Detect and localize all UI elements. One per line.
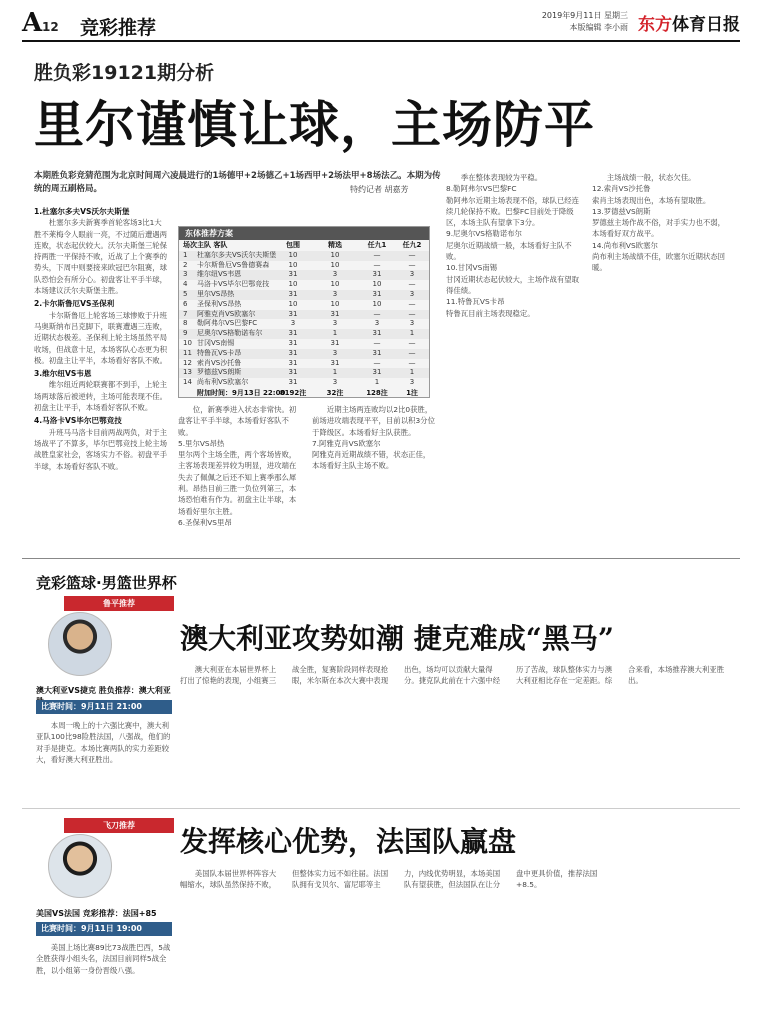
table-cell: 1注 bbox=[406, 388, 418, 397]
table-cell: — bbox=[373, 338, 381, 347]
table-cell: 索肖VS沙托鲁 bbox=[197, 358, 242, 367]
table-cell: 31 bbox=[330, 309, 340, 318]
table-body bbox=[179, 251, 429, 388]
table-row bbox=[179, 310, 429, 320]
table-cell: 任九1 bbox=[367, 241, 387, 249]
table-cell: 1 bbox=[332, 329, 338, 338]
page-letter: A bbox=[22, 8, 43, 38]
table-row bbox=[179, 290, 429, 300]
article2-badge: 鲁平推荐 bbox=[64, 596, 174, 611]
author-avatar bbox=[48, 612, 112, 676]
table-cell: 3 bbox=[409, 378, 415, 387]
issue-meta bbox=[542, 10, 628, 34]
table-cell: 3 bbox=[290, 319, 296, 328]
table-cell: 10 bbox=[288, 280, 298, 289]
article3-time: 比赛时间：9月11日 19:00 bbox=[36, 922, 172, 936]
table-cell: 11 bbox=[183, 348, 192, 357]
table-cell: 1 bbox=[183, 250, 188, 259]
table-cell: — bbox=[408, 309, 416, 318]
table-cell: 9 bbox=[183, 329, 188, 338]
article1-column-3 bbox=[178, 404, 302, 546]
article1-byline: 特约记者 胡嘉芳 bbox=[350, 185, 409, 194]
recommendation-table bbox=[178, 226, 430, 398]
table-cell bbox=[183, 389, 197, 399]
table-cell: 马洛卡VS毕尔巴鄂竞技 bbox=[197, 280, 270, 289]
table-cell: 10 bbox=[183, 338, 192, 347]
table-row bbox=[179, 359, 429, 369]
table-cell: 3 bbox=[332, 378, 338, 387]
article3-intro-column bbox=[36, 942, 172, 1016]
article2-headline: 澳大利亚攻势如潮 捷克难成“黑马” bbox=[180, 622, 614, 655]
table-cell: 128注 bbox=[366, 388, 388, 397]
article3-pick: 美国VS法国 竞彩推荐：法国+85 bbox=[36, 909, 157, 918]
table-cell: 4 bbox=[183, 280, 188, 289]
article2-body bbox=[180, 664, 728, 804]
sub-article-title: 4.马洛卡VS毕尔巴鄂竞技 bbox=[34, 416, 122, 426]
section-title: 竞彩推荐 bbox=[80, 17, 157, 39]
article1-column-6 bbox=[592, 172, 728, 546]
table-row bbox=[179, 329, 429, 339]
article2-body-text: 澳大利亚在本届世界杯上打出了惊艳的表现，小组赛三战全胜，复赛阶段同样表现抢眼，米尔斯在本次大赛中表现出色，场均可以贡献大量得分。捷克队此前在十六强中经历了苦战，球队整体实力与澳大利亚相比存在一定差距。综合来看，本场推荐澳大利亚胜出。 bbox=[180, 665, 725, 686]
table-row bbox=[179, 251, 429, 261]
table-row bbox=[179, 339, 429, 349]
table-cell: 31 bbox=[288, 338, 298, 347]
article3-badge: 飞刀推荐 bbox=[64, 818, 174, 833]
sub-article-title: 1.杜塞尔多夫VS沃尔夫斯堡 bbox=[34, 207, 130, 216]
article3-headline: 发挥核心优势，法国队赢盘 bbox=[180, 825, 517, 858]
table-cell: 10 bbox=[330, 299, 340, 308]
table-cell: 14 bbox=[183, 378, 192, 387]
table-footer-row bbox=[179, 389, 429, 399]
table-cell: — bbox=[408, 299, 416, 308]
table-cell: — bbox=[408, 348, 416, 357]
table-cell: 3 bbox=[374, 319, 380, 328]
table-cell: 31 bbox=[372, 289, 382, 298]
article1-lead: 本期胜负彩竞猜范围为北京时间周六凌晨进行的1场德甲+2场德乙+1场西甲+2场法甲+8场法乙。本期为传统的周五刷格局。 bbox=[34, 171, 441, 194]
table-header-row bbox=[179, 241, 429, 251]
table-cell: 卡尔斯鲁厄VS鲁德赛森 bbox=[197, 260, 270, 269]
table-cell: 1 bbox=[374, 378, 380, 387]
table-cell: 里尔VS昂热 bbox=[197, 289, 235, 298]
table-row bbox=[179, 300, 429, 310]
section2-title: 竞彩篮球·男篮世界杯 bbox=[36, 574, 177, 592]
table-cell: 31 bbox=[372, 329, 382, 338]
table-cell: 7 bbox=[183, 309, 188, 318]
table-cell: 31 bbox=[288, 289, 298, 298]
table-cell: 精选 bbox=[328, 241, 342, 249]
table-cell: 尚布利VS欧塞尔 bbox=[197, 378, 249, 387]
table-cell: 杜塞尔多夫VS沃尔夫斯堡 bbox=[197, 250, 277, 259]
masthead-red: 东方 bbox=[638, 15, 672, 35]
table-cell: 3 bbox=[409, 319, 415, 328]
sub-article-title: 2.卡尔斯鲁厄VS圣保利 bbox=[34, 299, 115, 309]
sub-article-title: 3.维尔纽VS韦恩 bbox=[34, 369, 92, 379]
table-cell: 1 bbox=[409, 368, 415, 377]
table-cell: 6 bbox=[183, 299, 188, 308]
column-4-text: 近期主场两连败均以2比0获胜，前场进攻端表现平平，目前以积3分位于降级区。本场看好主队获胜。 7.阿雅克肖VS欧塞尔 阿雅克肖近期战绩不错，状态正佳，本场看好主队主场不败。 bbox=[312, 405, 435, 471]
table-cell: — bbox=[408, 358, 416, 367]
table-row bbox=[179, 261, 429, 271]
column-3-text: 位，新赛季进入状态非常快。初盘客让平手半球，本场看好客队不败。 5.里尔VS昂热 里尔两个主场全胜，两个客场皆败，主客场表现差异较为明显，进攻端在失去了佩佩之后还不知上赛季那么犀利。昂热目前三胜一负位列第三，本场恐怕难有作为。初盘主让半球，本场看好里尔主胜。 6.圣保利VS里昂 bbox=[178, 405, 297, 527]
article2-intro: 本周一晚上的十六强比赛中，澳大利亚队100比98险胜法国，八强战，他们的对手是捷克。本场比赛两队的实力差距较大，看好澳大利亚胜出。 bbox=[36, 721, 171, 764]
article1-column-5 bbox=[446, 172, 580, 546]
table-cell: 3 bbox=[332, 270, 338, 279]
table-cell: 31 bbox=[288, 348, 298, 357]
article3-body bbox=[180, 868, 728, 1016]
table-cell: 3 bbox=[409, 270, 415, 279]
article1-headline: 里尔谨慎让球，主场防平 bbox=[34, 95, 595, 154]
table-cell: 尼奥尔VS格勒诺布尔 bbox=[197, 329, 263, 338]
table-cell: 32注 bbox=[326, 388, 344, 397]
sub-article-body: 卡尔斯鲁厄上轮客场三球惨败于升班马奥斯纳布吕克脚下，联赛遭遇三连败，近期状态极差。圣保利上轮主场虽然平局收场，但战意十足，本场客队心态更为积极。初盘主让平半，本场看好客队不败。 bbox=[34, 310, 168, 365]
table-cell: — bbox=[373, 250, 381, 259]
table-cell: 31 bbox=[330, 338, 340, 347]
table-cell: 31 bbox=[288, 378, 298, 387]
table-cell: 10 bbox=[288, 250, 298, 259]
table-cell: 10 bbox=[288, 299, 298, 308]
table-cell: 10 bbox=[330, 280, 340, 289]
table-cell: 附加时间：9月13日 22:00 bbox=[197, 388, 286, 397]
table-cell: 31 bbox=[288, 309, 298, 318]
table-cell: 31 bbox=[372, 368, 382, 377]
table-cell: 31 bbox=[288, 368, 298, 377]
table-cell: 3 bbox=[183, 270, 188, 279]
table-cell: 包围 bbox=[286, 241, 300, 249]
page-header bbox=[22, 8, 740, 42]
article1-column-4 bbox=[312, 404, 436, 546]
table-cell: 8 bbox=[183, 319, 188, 328]
table-cell: 3 bbox=[332, 289, 338, 298]
table-cell: 主队 客队 bbox=[197, 241, 228, 249]
table-cell: 3 bbox=[332, 319, 338, 328]
sub-article-body: 杜塞尔多夫新赛季首轮客场3比1大胜不莱梅令人眼前一亮，不过随后遭遇两连败，状态起伏较大。沃尔夫斯堡三轮保持两胜一平保持不败，近战了上个赛季的势头，下周中则要接来欧冠巴尔阻赛，球队恐怕会有所分心。初盘客让平手半球，本场建议沃尔夫斯堡主胜。 bbox=[34, 218, 168, 296]
table-cell: — bbox=[408, 280, 416, 289]
table-cell: 31 bbox=[288, 329, 298, 338]
table-cell: 罗德兹VS朗斯 bbox=[197, 368, 242, 377]
table-cell: 10 bbox=[330, 260, 340, 269]
table-cell: 阿雅克肖VS欧塞尔 bbox=[197, 309, 256, 318]
table-cell: 圣保利VS昂热 bbox=[197, 299, 242, 308]
table-cell: 31 bbox=[288, 270, 298, 279]
column-6-text: 主场战绩一般，状态欠佳。 12.索肖VS沙托鲁 索肖主场表现出色，本场有望取胜。 13.罗德兹VS朗斯 罗德兹主场作战不俗，对手实力也不弱，本场看好双方战平。 14.尚布利VS欧塞尔 尚布利主场战绩不佳，欧塞尔近期状态回暖。 bbox=[592, 173, 726, 273]
table-cell: 31 bbox=[330, 358, 340, 367]
section-divider bbox=[22, 558, 740, 559]
table-cell: 3 bbox=[409, 289, 415, 298]
article2-time: 比赛时间：9月11日 21:00 bbox=[36, 700, 172, 714]
table-cell: 8192注 bbox=[279, 388, 307, 397]
article2-intro-column bbox=[36, 720, 172, 800]
table-row bbox=[179, 349, 429, 359]
article2-pick: 澳大利亚VS捷克 胜负推荐：澳大利亚 bbox=[36, 686, 171, 695]
article1-kicker: 胜负彩19121期分析 bbox=[34, 62, 215, 84]
table-cell: 12 bbox=[183, 358, 192, 367]
table-cell: — bbox=[373, 260, 381, 269]
table-row bbox=[179, 270, 429, 280]
table-cell: 维尔纽VS韦恩 bbox=[197, 270, 242, 279]
table-cell: — bbox=[408, 250, 416, 259]
table-cell: 13 bbox=[183, 368, 192, 377]
sub-article-body: 维尔纽近两轮联赛都不到手，上轮主场两球落后被逆转，主场可能表现不佳。初盘主让平手，本场看好客队不败。 bbox=[34, 380, 168, 413]
table-cell: — bbox=[373, 358, 381, 367]
table-cell: 任九2 bbox=[402, 241, 422, 249]
table-cell: 5 bbox=[183, 289, 188, 298]
table-cell: 2 bbox=[183, 260, 188, 269]
page-number: 12 bbox=[42, 20, 59, 34]
table-cell: 特鲁瓦VS卡昂 bbox=[197, 348, 242, 357]
table-row bbox=[179, 280, 429, 290]
issue-date: 2019年9月11日 星期三 bbox=[541, 11, 628, 20]
author-avatar bbox=[48, 834, 112, 898]
table-row bbox=[179, 368, 429, 378]
table-cell: 甘冈VS南锡 bbox=[197, 338, 235, 347]
table-cell: 勒阿弗尔VS巴黎FC bbox=[197, 319, 258, 328]
table-cell: 1 bbox=[409, 329, 415, 338]
table-cell: 10 bbox=[288, 260, 298, 269]
article3-body-text: 美国队本届世界杯阵容大幅缩水，球队虽然保持不败，但整体实力远不如往届。法国队拥有戈贝尔、富尼耶等主力，内线优势明显，本场美国队有望获胜，但法国队在让分盘中更具价值，推荐法国+8.5。 bbox=[180, 869, 598, 890]
table-cell: 31 bbox=[288, 358, 298, 367]
table-cell: — bbox=[408, 260, 416, 269]
table-cell: 1 bbox=[332, 368, 338, 377]
article3-intro: 美国上场比赛89比73战胜巴西，5战全胜获得小组头名，法国目前同样5战全胜，以小组第一身份晋级八强。 bbox=[36, 943, 171, 975]
masthead-black: 体育日报 bbox=[672, 15, 740, 35]
table-cell: — bbox=[373, 309, 381, 318]
sub-article-body: 升班马马洛卡目前两战两负，对于主场战平了不算多，毕尔巴鄂竞技上轮主场战胜皇家社会，客场实力不俗。初盘平手半球，本场看好客队不败。 bbox=[34, 427, 168, 471]
table-cell: 3 bbox=[332, 348, 338, 357]
table-row bbox=[179, 319, 429, 329]
article1-column-1 bbox=[34, 206, 168, 546]
column-5-text: 季在整体表现较为平稳。 8.勒阿弗尔VS巴黎FC 勒阿弗尔近期主场表现不俗，球队已经连续几轮保持不败。巴黎FC目前处于降级区，本场主队有望拿下3分。 9.尼奥尔VS格勒诺布尔 尼奥尔近期战绩一般，本场看好主队不败。 10.甘冈VS南锡 甘冈近期状态起伏较大，主场作战有望取得佳绩。 11.特鲁瓦VS卡昂 特鲁瓦目前主场表现稳定。 bbox=[446, 173, 580, 318]
table-cell: 31 bbox=[372, 270, 382, 279]
table-cell: 10 bbox=[330, 250, 340, 259]
table-cell: 场次 bbox=[183, 241, 197, 249]
article-divider bbox=[22, 808, 740, 809]
table-row bbox=[179, 378, 429, 388]
table-cell: — bbox=[408, 338, 416, 347]
table-cell: 10 bbox=[372, 280, 382, 289]
table-cell: 10 bbox=[372, 299, 382, 308]
table-title: 东体推荐方案 bbox=[179, 227, 429, 240]
editors: 本版编辑 李小雨 bbox=[569, 23, 628, 32]
table-cell: 31 bbox=[372, 348, 382, 357]
masthead-logo bbox=[638, 10, 740, 35]
